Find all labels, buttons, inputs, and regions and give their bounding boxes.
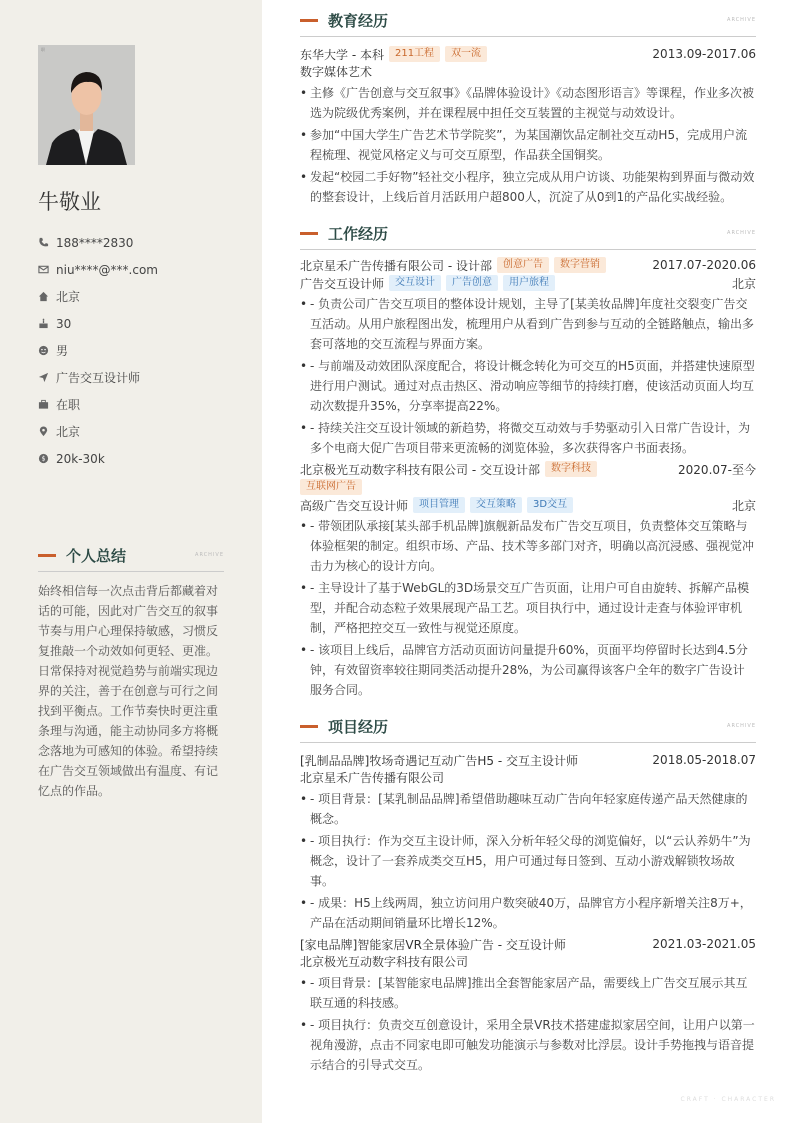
company-tag: 数字营销	[554, 257, 606, 273]
job-extra-tag-row	[300, 478, 756, 496]
section-accent-bar	[38, 554, 56, 557]
job-date: 2020.07-至今	[678, 462, 756, 477]
project-bullets	[300, 973, 756, 1075]
projects-section	[300, 716, 756, 1075]
info-city	[38, 418, 158, 445]
bullet-item: • - 带领团队承接[某头部手机品牌]旗舰新品发布广告交互项目，负责整体交互策略与体验框架的制定。组织市场、产品、技术等多部门对齐，明确以高沉浸感、强视觉冲击力为核心的设计方向。	[300, 516, 756, 576]
info-text: 20k-30k	[56, 451, 105, 466]
projects-header	[300, 716, 756, 736]
archive-label: ARCHIVE	[727, 17, 756, 23]
company-tag: 创意广告	[497, 257, 549, 273]
job-header	[300, 256, 756, 274]
photo-label: 职	[41, 47, 45, 52]
archive-label: ARCHIVE	[727, 230, 756, 236]
info-text: 男	[56, 344, 69, 358]
archive-label: ARCHIVE	[727, 723, 756, 729]
archive-label: ARCHIVE	[195, 552, 224, 558]
job-date: 2017.07-2020.06	[652, 258, 756, 272]
section-divider	[300, 742, 756, 743]
bullet-item: • - 该项目上线后，品牌官方活动页面访问量提升60%，页面平均停留时长达到4.5分钟，有效留资率较往期同类活动提升28%，为公司赢得该客户全年的数字广告设计服务合同。	[300, 640, 756, 700]
education-section	[300, 10, 756, 207]
bullet-item: • 发起“校园二手好物”轻社交小程序，独立完成从用户访谈、功能架构到界面与微动效的整套设计，上线后首月活跃用户超800人，沉淀了从0到1的产品化实战经验。	[300, 167, 756, 207]
project-company: 北京极光互动数字科技有限公司	[300, 955, 469, 969]
project-bullets	[300, 789, 756, 933]
section-title: 教育经历	[328, 11, 389, 30]
section-accent-bar	[300, 725, 318, 728]
briefcase-icon	[38, 399, 49, 410]
job-role-row	[300, 496, 756, 514]
project-name: [家电品牌]智能家居VR全景体验广告 - 交互设计师	[300, 937, 566, 952]
project-company: 北京星禾广告传播有限公司	[300, 771, 445, 785]
send-icon	[38, 372, 49, 383]
project-date: 2021.03-2021.05	[652, 937, 756, 951]
info-status	[38, 391, 158, 418]
info-home	[38, 283, 158, 310]
bullet-item: • 参加“中国大学生广告艺术节学院奖”，为某国潮饮品定制社交互动H5，完成用户流程梳理、视觉风格定义与可交互原型，作品获全国铜奖。	[300, 125, 756, 165]
work-section	[300, 223, 756, 700]
info-text: 在职	[56, 398, 81, 412]
info-salary	[38, 445, 158, 472]
role-tag: 交互设计	[389, 275, 441, 291]
education-bullets	[300, 83, 756, 207]
info-age	[38, 310, 158, 337]
bullet-item: • - 持续关注交互设计领域的新趋势，将微交互动效与手势驱动引入日常广告设计，为多个电商大促广告项目带来更流畅的浏览体验，多次获得客户书面表扬。	[300, 418, 756, 458]
role-tag: 用户旅程	[503, 275, 555, 291]
major: 数字媒体艺术	[300, 65, 373, 79]
info-text: 北京	[56, 290, 81, 304]
gender-icon	[38, 345, 49, 356]
job-bullets	[300, 516, 756, 700]
job-city: 北京	[731, 498, 756, 513]
info-text: niu****@***.com	[56, 262, 158, 277]
school-name: 东华大学 - 本科	[300, 47, 384, 62]
mail-icon	[38, 264, 49, 275]
bullet-item: • - 主导设计了基于WebGL的3D场景交互广告页面，让用户可自由旋转、拆解产品模型，并配合动态粒子效果展现产品工艺。项目执行中，通过设计走查与体验评审机制，严格把控交互一致性与视觉还原度。	[300, 578, 756, 638]
job-role-row	[300, 274, 756, 292]
cake-icon	[38, 318, 49, 329]
info-text: 30	[56, 316, 72, 331]
company-name: 北京星禾广告传播有限公司 - 设计部	[300, 258, 492, 273]
role-tag: 3D交互	[527, 497, 573, 513]
bullet-item: • - 项目背景：[某智能家电品牌]推出全套智能家居产品，需要线上广告交互展示其互联互通的科技感。	[300, 973, 756, 1013]
info-text: 广告交互设计师	[56, 371, 141, 385]
section-accent-bar	[300, 232, 318, 235]
info-position	[38, 364, 158, 391]
project-name: [乳制品品牌]牧场奇遇记互动广告H5 - 交互主设计师	[300, 753, 578, 768]
company-tag: 互联网广告	[300, 479, 362, 495]
section-divider	[300, 36, 756, 37]
role-tag: 项目管理	[413, 497, 465, 513]
bullet-item: • - 负责公司广告交互项目的整体设计规划，主导了[某美妆品牌]年度社交裂变广告交互活动。从用户旅程图出发，梳理用户从看到广告到参与互动的全链路触点，输出多套可落地的交互流程与界面方案。	[300, 294, 756, 354]
section-divider	[300, 249, 756, 250]
role-tag: 广告创意	[446, 275, 498, 291]
svg-text:$: $	[41, 454, 46, 463]
info-gender	[38, 337, 158, 364]
company-name: 北京极光互动数字科技有限公司 - 交互设计部	[300, 462, 540, 477]
section-accent-bar	[300, 19, 318, 22]
bullet-item: • - 成果：H5上线两周，独立访问用户数突破40万，品牌官方小程序新增关注8万+，产品在活动期间销量环比增长12%。	[300, 893, 756, 933]
job-header	[300, 460, 756, 478]
company-tag: 数字科技	[545, 461, 597, 477]
summary-section-header	[38, 545, 224, 572]
section-title: 工作经历	[328, 224, 389, 243]
info-email	[38, 256, 158, 283]
home-icon	[38, 291, 49, 302]
job-role: 广告交互设计师	[300, 276, 385, 291]
school-tag: 211工程	[389, 46, 440, 62]
role-tag: 交互策略	[470, 497, 522, 513]
info-phone	[38, 229, 158, 256]
project-header	[300, 935, 756, 953]
bullet-item: • - 项目执行：作为交互主设计师，深入分析年轻父母的浏览偏好，以“云认养奶牛”为概念，设计了一套养成类交互H5，用户可通过每日签到、互动小游戏解锁牧场故事。	[300, 831, 756, 891]
info-text: 北京	[56, 425, 81, 439]
education-header	[300, 10, 756, 30]
bullet-item: • - 与前端及动效团队深度配合，将设计概念转化为可交互的H5页面，并搭建快速原型进行用户测试。通过对点击热区、滑动响应等细节的持续打磨，使该活动页面人均互动次数提升35%，分享率提高22%。	[300, 356, 756, 416]
main-content	[300, 10, 756, 1075]
candidate-name: 牛敬业	[38, 190, 101, 214]
job-city: 北京	[731, 276, 756, 291]
job-bullets	[300, 294, 756, 458]
project-header	[300, 751, 756, 769]
education-entry-header	[300, 45, 756, 63]
school-tag: 双一流	[445, 46, 487, 62]
project-date: 2018.05-2018.07	[652, 753, 756, 767]
bullet-item: • - 项目背景：[某乳制品品牌]希望借助趣味互动广告向年轻家庭传递产品天然健康的概念。	[300, 789, 756, 829]
summary-text: 始终相信每一次点击背后都藏着对话的可能，因此对广告交互的叙事节奏与用户心理保持敏感，习惯反复推敲一个动效如何更轻、更准。日常保持对视觉趋势与前端实现边界的关注，善于在创意与可行之间找到平衡点。工作节奏快时更注重条理与沟通，能主动协同多方将概念落地为可感知的体验。希望持续在广告交互领域做出有温度、有记忆点的作品。	[38, 584, 219, 798]
profile-photo	[38, 45, 135, 165]
contact-info-list	[38, 229, 158, 472]
section-title: 项目经历	[328, 717, 389, 736]
bullet-item: • - 项目执行：负责交互创意设计，采用全景VR技术搭建虚拟家居空间，让用户以第一视角漫游，点击不同家电即可触发功能演示与参数对比浮层。设计手势拖拽与语音提示结合的引导式交互。	[300, 1015, 756, 1075]
info-text: 188****2830	[56, 235, 134, 250]
bullet-item: • 主修《广告创意与交互叙事》《品牌体验设计》《动态图形语言》等课程，作业多次被选为院级优秀案例，并在课程展中担任交互装置的主视觉与动效设计。	[300, 83, 756, 123]
work-header	[300, 223, 756, 243]
job-role: 高级广告交互设计师	[300, 498, 409, 513]
sidebar	[0, 0, 262, 1123]
footer-watermark: CRAFT · CHARACTER	[680, 1096, 776, 1103]
salary-icon	[38, 453, 49, 464]
section-title: 个人总结	[66, 546, 127, 565]
education-date: 2013.09-2017.06	[652, 47, 756, 61]
section-divider	[38, 571, 224, 572]
phone-icon	[38, 237, 49, 248]
portrait-image	[38, 45, 135, 165]
location-pin-icon	[38, 426, 49, 437]
